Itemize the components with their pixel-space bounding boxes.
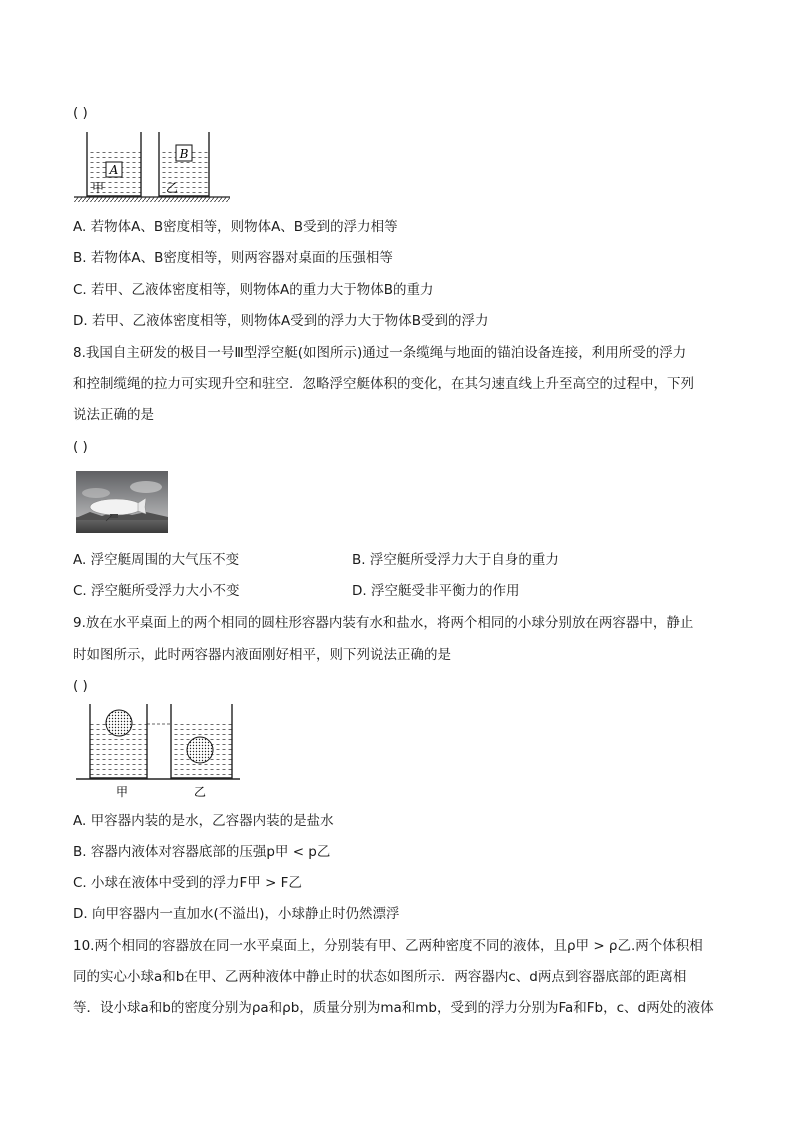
- q7-containers-figure: [72, 130, 232, 205]
- q7-label-yi: 乙: [166, 181, 179, 195]
- q8-airship-body: [90, 499, 142, 515]
- q9-containers-figure: [72, 702, 242, 800]
- q9-option-a: A. 甲容器内装的是水，乙容器内装的是盐水: [73, 813, 334, 829]
- q9-option-b: B. 容器内液体对容器底部的压强p甲 < p乙: [73, 844, 331, 860]
- q10-stem-line2: 同的实心小球a和b在甲、乙两种液体中静止时的状态如图所示．两容器内c、d两点到容器底部的距离相: [73, 969, 687, 985]
- q7-answer-paren: ( ): [73, 105, 88, 121]
- q10-stem-line1: 10.两个相同的容器放在同一水平桌面上，分别装有甲、乙两种密度不同的液体，且ρ甲 > ρ乙.两个体积相: [73, 938, 703, 954]
- q8-answer-paren: ( ): [73, 439, 88, 455]
- q8-option-a: A. 浮空艇周围的大气压不变: [73, 552, 240, 568]
- q8-stem-line3: 说法正确的是: [73, 407, 154, 423]
- q7-option-b: B. 若物体A、B密度相等，则两容器对桌面的压强相等: [73, 250, 393, 266]
- q8-option-c: C. 浮空艇所受浮力大小不变: [73, 583, 240, 599]
- q9-ball-yi: [187, 737, 213, 763]
- q10-stem-line3: 等．设小球a和b的密度分别为ρa和ρb，质量分别为ma和mb，受到的浮力分别为Fa和Fb，c、d两处的液体: [73, 1000, 714, 1016]
- q9-answer-paren: ( ): [73, 678, 88, 694]
- q9-ball-jia: [106, 710, 132, 736]
- q8-option-d: D. 浮空艇受非平衡力的作用: [352, 583, 520, 599]
- q9-stem-line1: 9.放在水平桌面上的两个相同的圆柱形容器内装有水和盐水，将两个相同的小球分别放在两容器中，静止: [73, 615, 694, 631]
- q8-stem-line2: 和控制缆绳的拉力可实现升空和驻空．忽略浮空艇体积的变化，在其匀速直线上升至高空的过程中，下列: [73, 376, 694, 392]
- q9-label-yi: 乙: [194, 785, 207, 799]
- q9-label-jia: 甲: [116, 785, 129, 799]
- q7-object-a-label: A: [109, 163, 119, 177]
- q7-ground: [74, 197, 230, 202]
- q8-stem-line1: 8.我国自主研发的极目一号Ⅲ型浮空艇(如图所示)通过一条缆绳与地面的锚泊设备连接，利用所受的浮力: [73, 345, 687, 361]
- q9-option-c: C. 小球在液体中受到的浮力F甲 > F乙: [73, 875, 302, 891]
- q8-airship-photo: [76, 471, 168, 533]
- q7-option-d: D. 若甲、乙液体密度相等，则物体A受到的浮力大于物体B受到的浮力: [73, 313, 489, 329]
- q7-option-a: A. 若物体A、B密度相等，则物体A、B受到的浮力相等: [73, 219, 398, 235]
- q9-option-d: D. 向甲容器内一直加水(不溢出)，小球静止时仍然漂浮: [73, 906, 400, 922]
- q7-option-c: C. 若甲、乙液体密度相等，则物体A的重力大于物体B的重力: [73, 282, 434, 298]
- q8-option-b: B. 浮空艇所受浮力大于自身的重力: [352, 552, 559, 568]
- q9-stem-line2: 时如图所示，此时两容器内液面刚好相平，则下列说法正确的是: [73, 647, 451, 663]
- q7-object-b-label: B: [179, 147, 189, 161]
- q7-label-jia: 甲: [92, 181, 105, 195]
